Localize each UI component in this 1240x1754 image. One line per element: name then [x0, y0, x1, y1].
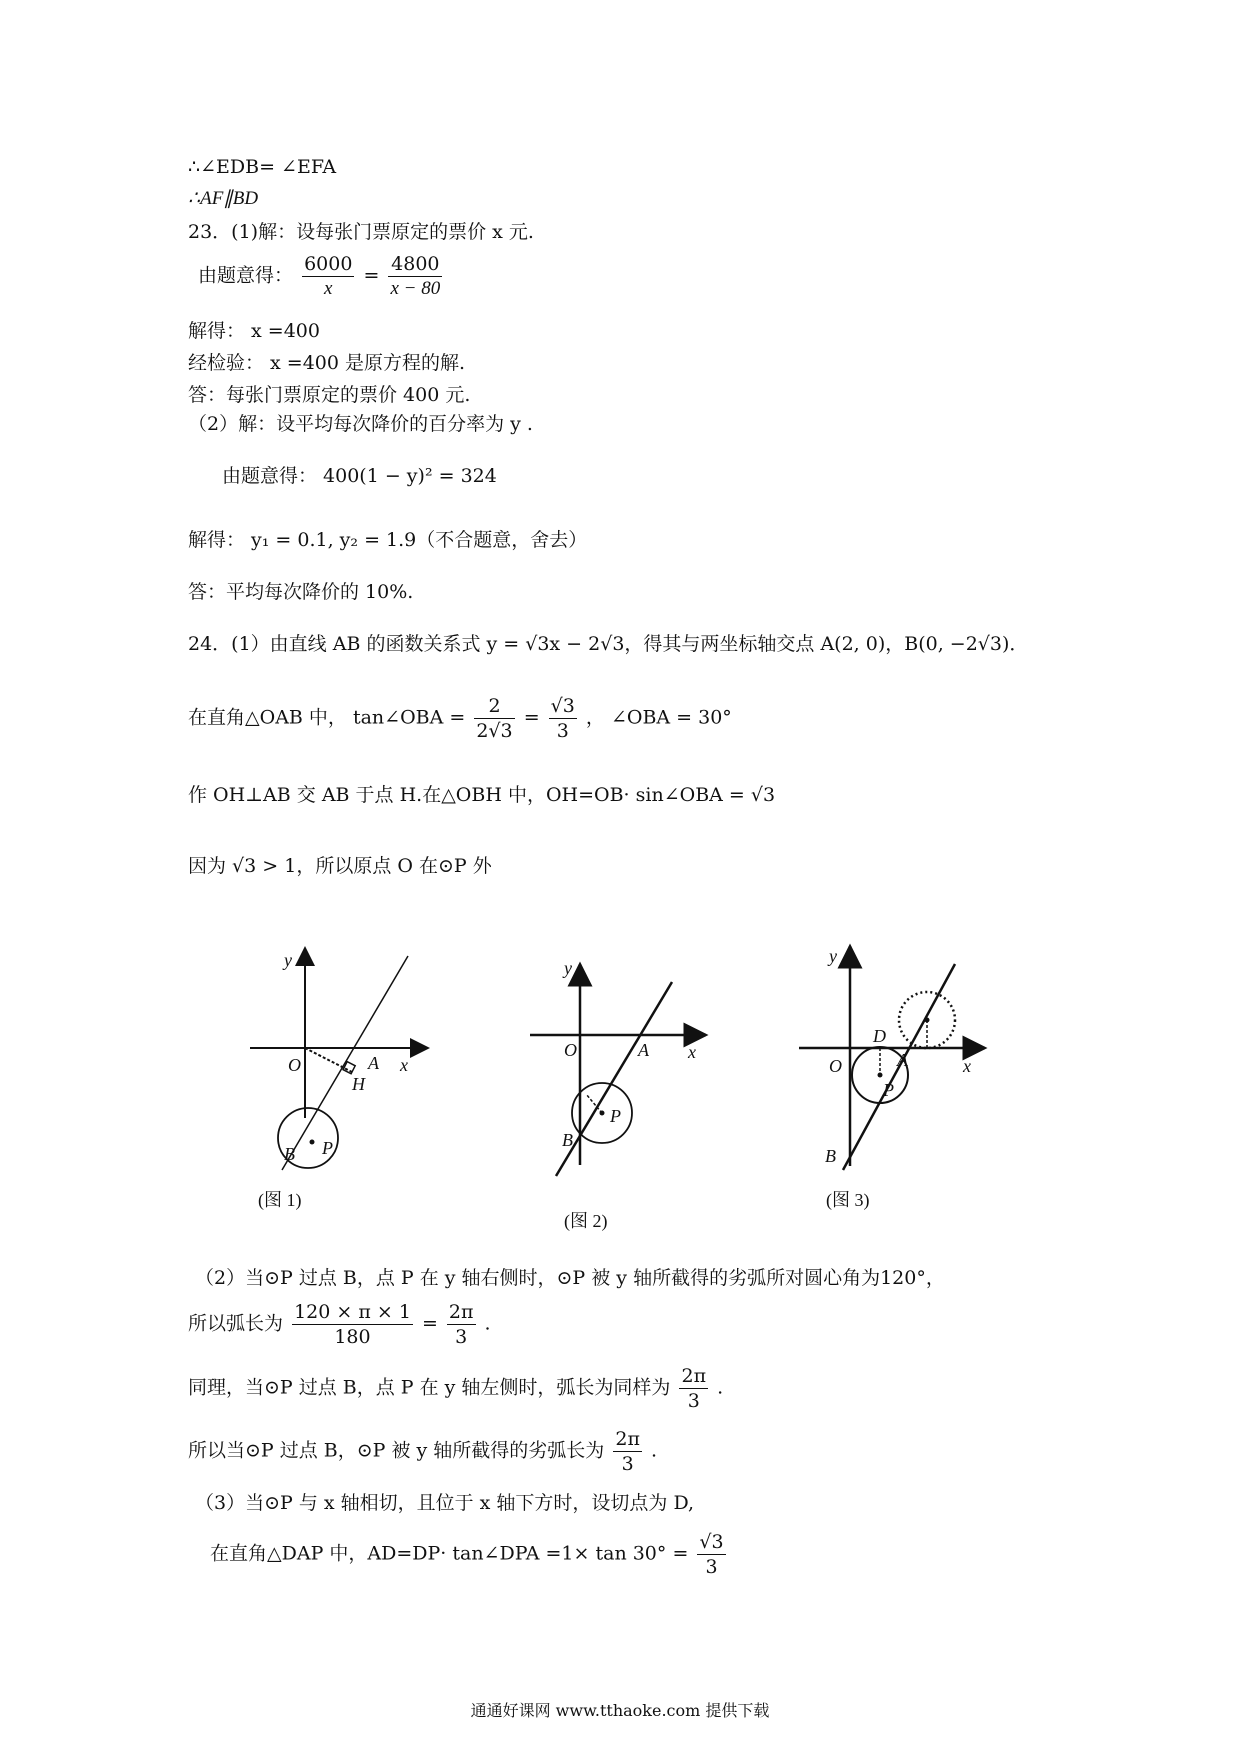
q24-2b-frac1 — [292, 1300, 413, 1349]
fig3-label-b: B — [825, 1146, 836, 1166]
q24-3b-den: 3 — [705, 1556, 718, 1578]
q23-equation1 — [198, 252, 445, 301]
q24-part3-line2 — [210, 1530, 729, 1579]
figure-3-caption: (图 3) — [826, 1190, 870, 1210]
q24-2c-frac — [679, 1364, 708, 1413]
fig1-label-p: P — [322, 1138, 333, 1158]
q24-part1-intro: 24．(1）由直线 AB 的函数关系式 y = √3x − 2√3，得其与两坐标轴交点 A(2, 0)，B(0, −2√3)． — [188, 633, 1029, 655]
q24-tan-den2: 3 — [556, 720, 569, 742]
fig1-point-p — [310, 1140, 315, 1145]
q24-2c-period: . — [717, 1376, 724, 1399]
fig1-label-o: O — [288, 1055, 301, 1075]
fig2-label-p: P — [610, 1106, 621, 1126]
q24-2b-num2: 2π — [448, 1301, 474, 1323]
fig3-label-o: O — [829, 1056, 842, 1076]
fig3-label-y: y — [829, 946, 837, 966]
q24-because-line: 因为 √3 > 1，所以原点 O 在⊙P 外 — [188, 855, 492, 877]
fig3-point-top — [925, 1018, 930, 1023]
q24-2b-prefix: 所以弧长为 — [188, 1312, 284, 1335]
page-footer: 通通好课网 www.tthaoke.com 提供下载 — [470, 1701, 770, 1720]
q24-tan-frac2 — [549, 694, 577, 743]
q23-eq1-num2: 4800 — [388, 252, 442, 277]
q23-eq1-den2: x − 80 — [390, 278, 441, 299]
q24-2c-den: 3 — [687, 1390, 700, 1412]
fig1-label-x: x — [400, 1055, 408, 1075]
figure-1-caption: (图 1) — [258, 1190, 302, 1210]
fig3-point-p — [878, 1073, 883, 1078]
q24-2c-num: 2π — [681, 1365, 707, 1387]
q23-part1: 23．(1)解：设每张门票原定的票价 x 元. — [188, 221, 534, 243]
q23-answer2: 答：平均每次降价的 10%. — [188, 581, 414, 603]
q24-2b-num1: 120 × π × 1 — [294, 1301, 411, 1323]
q24-part2-line3 — [188, 1364, 723, 1413]
q24-part2-line2 — [188, 1300, 491, 1349]
q23-eq1-frac1 — [302, 252, 354, 301]
q24-2d-period: . — [650, 1439, 658, 1462]
fig1-label-b: B — [284, 1144, 295, 1164]
q24-2d-num: 2π — [615, 1428, 640, 1450]
q23-eq1-prefix: 由题意得： — [198, 264, 294, 287]
q24-tan-equals: = — [523, 706, 540, 729]
fig2-point-p — [600, 1111, 605, 1116]
fig3-label-p: P — [883, 1080, 894, 1100]
q24-tan-den1: 2√3 — [476, 720, 513, 742]
fig3-label-d: D — [873, 1026, 886, 1046]
fig2-label-a: A — [638, 1040, 649, 1060]
q24-2b-period: . — [484, 1312, 491, 1335]
q23-solution: 解得： x =400 — [188, 320, 320, 342]
q24-tan-frac1 — [474, 694, 514, 743]
q24-part2-line1: （2）当⊙P 过点 B，点 P 在 y 轴右侧时，⊙P 被 y 轴所截得的劣弧所对圆心角为120°， — [195, 1267, 945, 1289]
fig2-label-b: B — [562, 1130, 573, 1150]
figure-3 — [795, 938, 995, 1178]
line-edb-efa: ∴∠EDB= ∠EFA — [188, 156, 337, 178]
q24-oh-line: 作 OH⊥AB 交 AB 于点 H.在△OBH 中，OH=OB· sin∠OBA = √3 — [188, 784, 776, 806]
q24-tan-num1: 2 — [474, 694, 514, 719]
q23-solution2: 解得： y₁ = 0.1, y₂ = 1.9（不合题意，舍去） — [188, 529, 588, 551]
q23-eq1-equals: = — [363, 264, 380, 287]
q24-2c-prefix: 同理，当⊙P 过点 B，点 P 在 y 轴左侧时，弧长为同样为 — [188, 1376, 671, 1399]
q23-eq1-num1: 6000 — [304, 253, 353, 275]
q24-part2-line4 — [188, 1427, 657, 1476]
q23-check: 经检验： x =400 是原方程的解. — [188, 352, 466, 374]
figure-1 — [240, 938, 440, 1178]
q24-2d-den: 3 — [621, 1453, 634, 1475]
fig1-segment-oh — [305, 1048, 352, 1072]
fig1-label-y: y — [284, 950, 292, 970]
fig1-label-h: H — [352, 1074, 365, 1094]
figure-2-caption: (图 2) — [564, 1211, 608, 1231]
q24-tan-prefix: 在直角△OAB 中， tan∠OBA = — [188, 706, 466, 729]
q24-3b-frac — [697, 1530, 725, 1579]
fig2-label-o: O — [564, 1040, 577, 1060]
line-af-parallel-bd: ∴AF∥BD — [188, 188, 259, 209]
q24-tan-suffix: ， ∠OBA = 30° — [585, 706, 732, 729]
fig3-label-a: A — [897, 1050, 908, 1070]
fig2-label-y: y — [564, 958, 572, 978]
fig2-line-ab — [556, 982, 672, 1176]
q24-2b-equals: = — [421, 1312, 438, 1335]
q23-eq1-den1: x — [324, 278, 333, 299]
q24-3b-num: √3 — [699, 1531, 724, 1553]
fig1-label-a: A — [368, 1053, 379, 1073]
q24-2d-frac — [613, 1427, 642, 1476]
fig3-label-x: x — [963, 1056, 971, 1076]
q24-2b-frac2 — [447, 1300, 476, 1349]
q23-equation2: 由题意得： 400(1 − y)² = 324 — [222, 465, 497, 487]
fig2-label-x: x — [688, 1042, 696, 1062]
q23-answer: 答：每张门票原定的票价 400 元. — [188, 384, 471, 406]
q23-eq1-frac2 — [388, 252, 442, 301]
q24-2b-den2: 3 — [455, 1326, 468, 1348]
q24-2b-den1: 180 — [334, 1326, 371, 1348]
q24-3b-prefix: 在直角△DAP 中，AD=DP· tan∠DPA =1× tan 30° = — [210, 1542, 689, 1565]
q24-tan-line — [188, 694, 732, 743]
figure-2 — [520, 950, 720, 1190]
q24-2d-prefix: 所以当⊙P 过点 B，⊙P 被 y 轴所截得的劣弧长为 — [188, 1439, 605, 1462]
q24-tan-num2: √3 — [550, 695, 575, 717]
q24-part3-line1: （3）当⊙P 与 x 轴相切，且位于 x 轴下方时，设切点为 D, — [195, 1492, 695, 1514]
q23-part2: （2）解：设平均每次降价的百分率为 y . — [188, 413, 533, 435]
